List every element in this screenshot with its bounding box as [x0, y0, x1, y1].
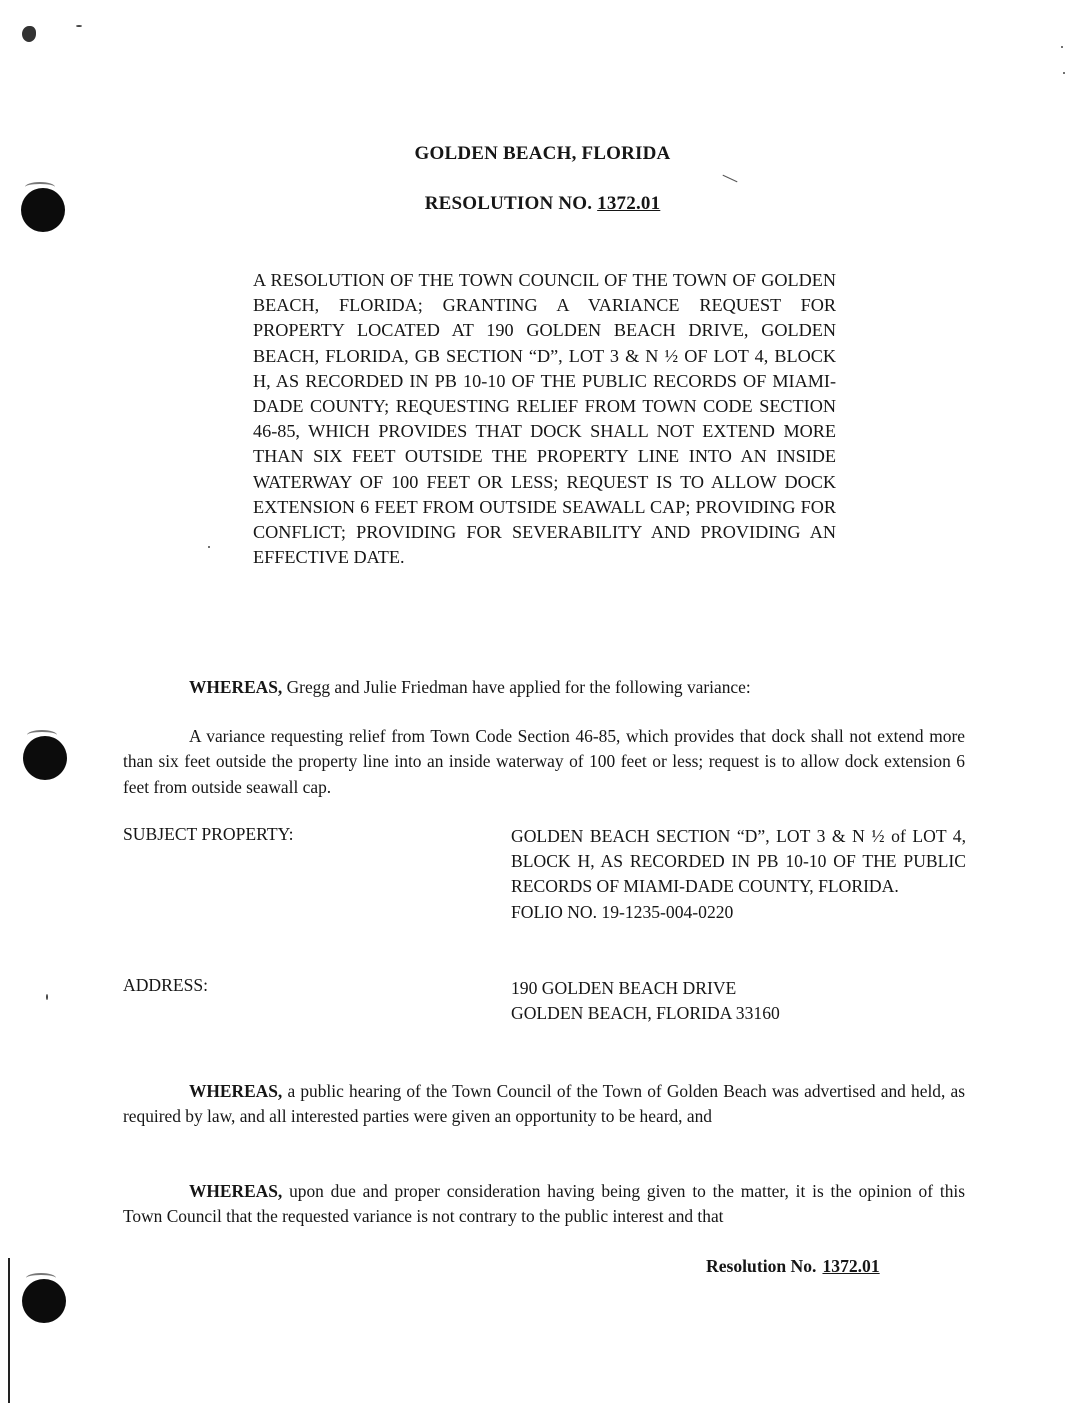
whereas-text: Gregg and Julie Friedman have applied for the following variance: [282, 677, 751, 697]
address-line-2: GOLDEN BEACH, FLORIDA 33160 [511, 1003, 780, 1024]
subject-property-description [511, 824, 966, 925]
whereas-paragraph-1 [123, 675, 965, 700]
whereas-lead: WHEREAS, [189, 1081, 283, 1101]
address-line-1: 190 GOLDEN BEACH DRIVE [511, 978, 737, 998]
folio-number: FOLIO NO. 19-1235-004-0220 [511, 901, 734, 922]
punch-hole [23, 736, 67, 780]
resolution-heading [0, 193, 1085, 215]
address-block [511, 976, 966, 1026]
resolution-abstract: A RESOLUTION OF THE TOWN COUNCIL OF THE TOWN OF GOLDEN BEACH, FLORIDA; GRANTING A VARIANCE REQUEST FOR PROPERTY LOCATED AT 190 GOLDEN BEACH DRIVE, GOLDEN BEACH, FLORIDA, GB SECTION “D”, LOT 3 & N ½ OF LOT 4, BLOCK H, AS RECORDED IN PB 10-10 OF THE PUBLIC RECORDS OF MIAMI-DADE COUNTY; REQUESTING RELIEF FROM TOWN CODE SECTION 46-85, WHICH PROVIDES THAT DOCK SHALL NOT EXTEND MORE THAN SIX FEET OUTSIDE THE PROPERTY LINE INTO AN INSIDE WATERWAY OF 100 FEET OR LESS; REQUEST IS TO ALLOW DOCK EXTENSION 6 FEET FROM OUTSIDE SEAWALL CAP; PROVIDING FOR CONFLICT; PROVIDING FOR SEVERABILITY AND PROVIDING AN EFFECTIVE DATE. [253, 270, 836, 568]
subject-property-label: SUBJECT PROPERTY: [123, 824, 294, 844]
whereas-lead: WHEREAS, [189, 1181, 283, 1201]
scan-speck [46, 994, 48, 1000]
scan-speck [1063, 72, 1065, 74]
whereas-lead: WHEREAS, [189, 677, 283, 697]
footer-number: 1372.01 [822, 1256, 880, 1276]
scan-edge-line [8, 1258, 10, 1403]
whereas-text: upon due and proper consideration having being given to the matter, it is the opinion of this Town Council that the requested variance is not contrary to the public interest and that [123, 1181, 965, 1227]
document-title: GOLDEN BEACH, FLORIDA [414, 143, 671, 164]
whereas-paragraph-2 [123, 1079, 965, 1130]
punch-hole [22, 1279, 66, 1323]
resolution-number: 1372.01 [597, 193, 661, 214]
scan-mark [723, 175, 738, 183]
footer-label: Resolution No. [706, 1256, 817, 1276]
variance-paragraph: A variance requesting relief from Town Code Section 46-85, which provides that dock shall not extend more than six feet outside the property line into an inside waterway of 100 feet or less; request is to allow dock extension 6 feet from outside seawall cap. [123, 726, 965, 797]
whereas-paragraph-3 [123, 1179, 965, 1230]
subject-property-text: GOLDEN BEACH SECTION “D”, LOT 3 & N ½ of LOT 4, BLOCK H, AS RECORDED IN PB 10-10 OF THE PUBLIC RECORDS OF MIAMI-DADE COUNTY, FLORIDA. [511, 826, 966, 897]
whereas-text: a public hearing of the Town Council of the Town of Golden Beach was advertised and held, as required by law, and all interested parties were given an opportunity to be heard, and [123, 1081, 965, 1127]
scan-mark [22, 26, 36, 42]
scan-speck [1061, 46, 1063, 48]
scan-speck [76, 25, 82, 27]
scan-speck [208, 546, 210, 548]
address-label: ADDRESS: [123, 975, 209, 995]
resolution-label: RESOLUTION NO. [424, 193, 593, 214]
footer-resolution-number [706, 1256, 886, 1277]
